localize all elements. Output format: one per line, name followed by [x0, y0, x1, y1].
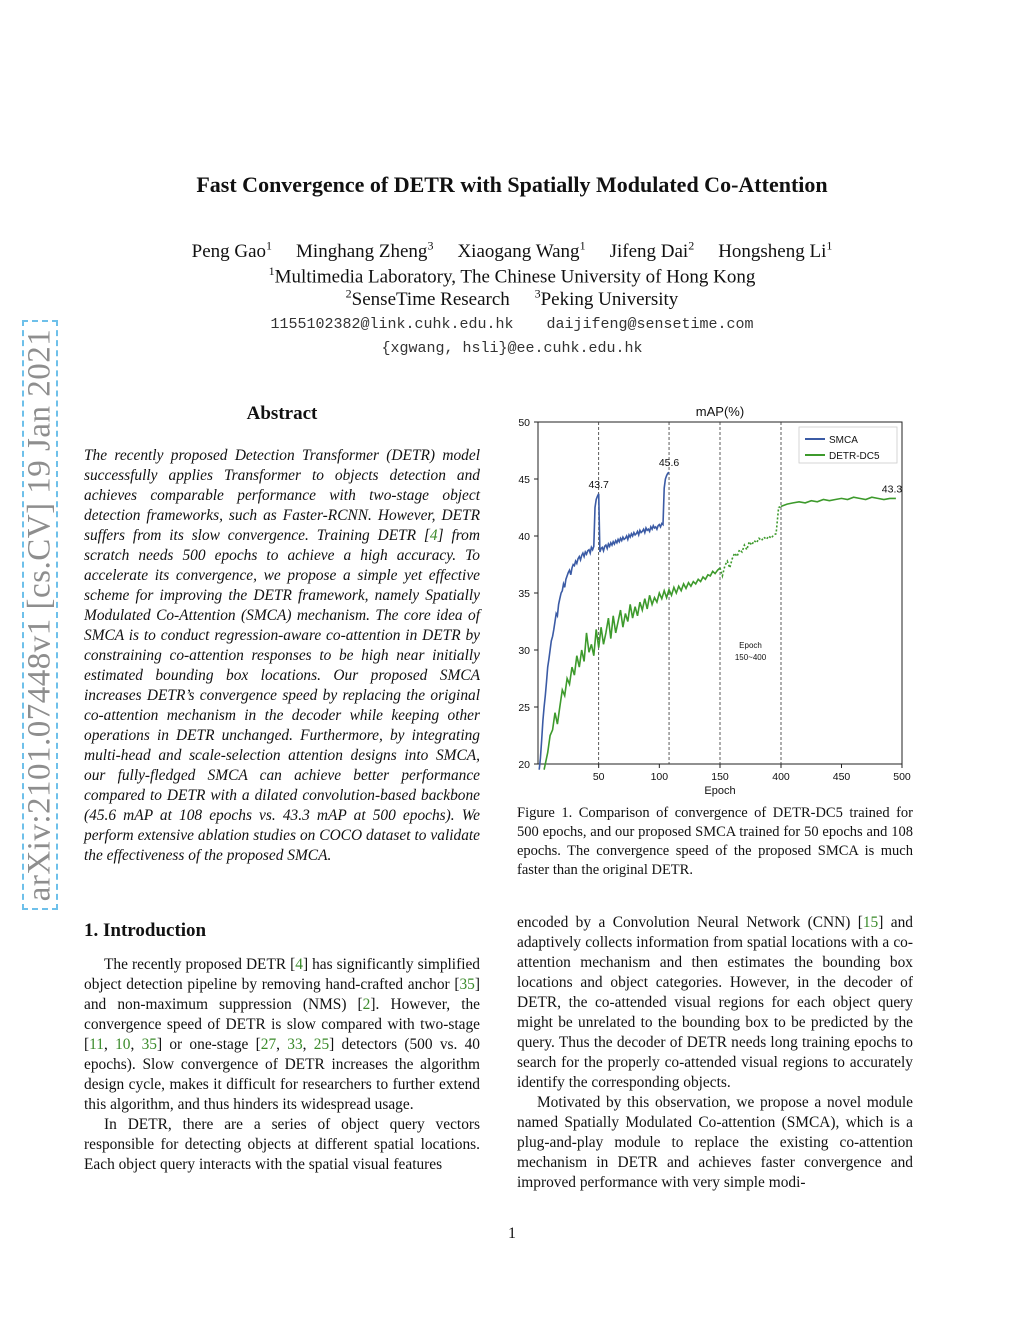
chart-annotation: 150~400 [734, 653, 767, 662]
chart-annotation: 43.3 [881, 483, 903, 496]
author-1: Minghang Zheng$^3$ [296, 239, 434, 263]
paper-title: Fast Convergence of DETR with Spatially Modulated Co-Attention [196, 172, 828, 197]
series-line-detr-dc5 [720, 506, 781, 576]
affiliation-3-name: Peking University [540, 289, 679, 311]
legend-label: SMCA [829, 435, 858, 446]
arxiv-stamp-text: arXiv:2101.07448v1 [cs.CV] 19 Jan 2021 [21, 328, 58, 902]
affiliation-3-sup: 3 [534, 287, 541, 301]
citation-link[interactable]: 4 [429, 527, 438, 544]
x-tick-label: 450 [832, 771, 851, 783]
x-tick-label: 500 [893, 771, 911, 783]
affiliation-2-3 [0, 287, 1024, 311]
citation-link[interactable]: 11 [89, 1036, 104, 1053]
x-tick-label: 100 [650, 771, 669, 783]
abstract-body: The recently proposed Detection Transformer (DETR) model successfully applies Transformer to objects detection and achieves comparable performance with two-stage object detection frameworks, such as Faster-RCNN. However, DETR suffers from its slow convergence. Training DETR [4] from scratch needs 500 epochs to achieve a high accuracy. To accelerate its convergence, we propose a simple yet effective scheme for improving the DETR framework, namely Spatially Modulated Co-Attention (SMCA) mechanism. The core idea of SMCA is to conduct regression-aware co-attention in DETR by constraining co-attention responses to be high near initially estimated bounding box locations. Our proposed SMCA increases DETR’s convergence speed by replacing the original co-attention mechanism in the decoder while keeping other operations in DETR unchanged. Furthermore, by integrating multi-head and scale-selection attention designs into SMCA, our fully-fledged SMCA can achieve better performance compared to DETR with a dilated convolution-based backbone (45.6 mAP at 108 epochs vs. 43.3 mAP at 500 epochs). We perform extensive ablation studies on COCO dataset to validate the effectiveness of the proposed SMCA. [84, 447, 480, 864]
right-column-text [517, 913, 913, 1193]
series-line-smca [599, 472, 669, 552]
y-tick-label: 25 [518, 702, 530, 714]
figure-1-chart [505, 402, 915, 797]
figure-1-caption: Figure 1. Comparison of convergence of DETR-DC5 trained for 500 epochs, and our proposed SMCA trained for 50 epochs and 108 epochs. The convergence speed of the proposed SMCA is much faster than the original DETR. [517, 805, 913, 878]
intro-paragraph-4: Motivated by this observation, we propose a novel module named Spatially Modulated Co-attention (SMCA), which is a plug-and-play module to replace the existing co-attention mechanism in DETR and achieves faster convergence and improved performance with very simple modi- [517, 1094, 913, 1191]
y-tick-label: 35 [518, 588, 530, 600]
intro-paragraph-3: encoded by a Convolution Neural Network (CNN) [15] and adaptively collects information from spatial locations with a co-attention mechanism and then estimates the bounding box locations and object categories. However, in the decoder of DETR, the co-attended visual regions for each object query might be unrelated to the bounding box to be predicted by the query. Thus the decoder of DETR needs long training epochs to search for the properly co-attended visual regions to accurately identify the corresponding objects. [517, 914, 913, 1091]
citation-link[interactable]: 25 [313, 1036, 330, 1053]
citation-link[interactable]: 33 [287, 1036, 303, 1053]
y-tick-label: 30 [518, 645, 530, 657]
citation-link[interactable]: 35 [459, 976, 475, 993]
series-line-detr-dc5 [781, 497, 896, 506]
citation-link[interactable]: 4 [295, 956, 303, 973]
section-heading-introduction: 1. Introduction [84, 920, 207, 941]
citation-link[interactable]: 2 [362, 996, 371, 1013]
citation-link[interactable]: 27 [260, 1036, 277, 1053]
author-2: Xiaogang Wang$^1$ [457, 239, 586, 263]
chart-title: mAP(%) [695, 404, 745, 419]
author-4: Hongsheng Li$^1$ [718, 239, 833, 263]
citation-link[interactable]: 10 [115, 1036, 131, 1053]
email-line-2[interactable]: {xgwang, hsli}@ee.cuhk.edu.hk [381, 340, 643, 357]
email-line-1 [0, 316, 1024, 333]
email-dai[interactable]: daijifeng@sensetime.com [546, 316, 754, 333]
chart-annotation: 43.7 [588, 478, 609, 491]
affiliation-1 [0, 264, 1024, 288]
author-3: Jifeng Dai$^2$ [609, 239, 695, 263]
series-line-smca [539, 494, 599, 770]
affiliation-1-sup: 1 [268, 264, 275, 278]
y-tick-label: 45 [518, 474, 530, 486]
arxiv-stamp[interactable] [22, 320, 58, 910]
left-column-text [84, 955, 480, 1175]
affiliation-2-name: SenseTime Research [351, 289, 510, 311]
y-tick-label: 50 [518, 417, 530, 429]
x-axis-label: Epoch [704, 785, 736, 797]
citation-link[interactable]: 35 [141, 1036, 157, 1053]
intro-paragraph-1: The recently proposed DETR [4] has significantly simplified object detection pipeline by removing hand-crafted anchor [35] and non-maximum suppression (NMS) [2]. However, the convergence speed of DETR is slow compared with two-stage [11, 10, 35] or one-stage [27, 33, 25] detectors (500 vs. 40 epochs). Slow convergence of DETR increases the algorithm design cycle, makes it difficult for researchers to further extend this algorithm, and thus hinders its widespread usage. [84, 956, 480, 1113]
author-list [0, 239, 1024, 263]
y-tick-label: 40 [518, 531, 530, 543]
citation-link[interactable]: 15 [862, 914, 879, 931]
chart-annotation: Epoch [739, 641, 762, 650]
y-tick-label: 20 [518, 759, 530, 771]
legend-label: DETR-DC5 [829, 451, 880, 462]
email-gao[interactable]: 1155102382@link.cuhk.edu.hk [270, 316, 514, 333]
abstract-heading: Abstract [246, 403, 318, 424]
x-tick-label: 50 [592, 771, 605, 783]
x-tick-label: 150 [711, 771, 729, 783]
intro-paragraph-2: In DETR, there are a series of object query vectors responsible for detecting objects at different spatial locations. Each object query interacts with the spatial visual features [84, 1116, 480, 1173]
author-0: Peng Gao$^1$ [191, 239, 273, 263]
x-tick-label: 400 [772, 771, 790, 783]
affiliation-2-sup: 2 [345, 287, 352, 301]
series-line-detr-dc5 [544, 568, 720, 770]
chart-annotation: 45.6 [658, 457, 680, 470]
affiliation-1-name: Multimedia Laboratory, The Chinese University of Hong Kong [274, 266, 756, 288]
page-number: 1 [508, 1225, 516, 1242]
